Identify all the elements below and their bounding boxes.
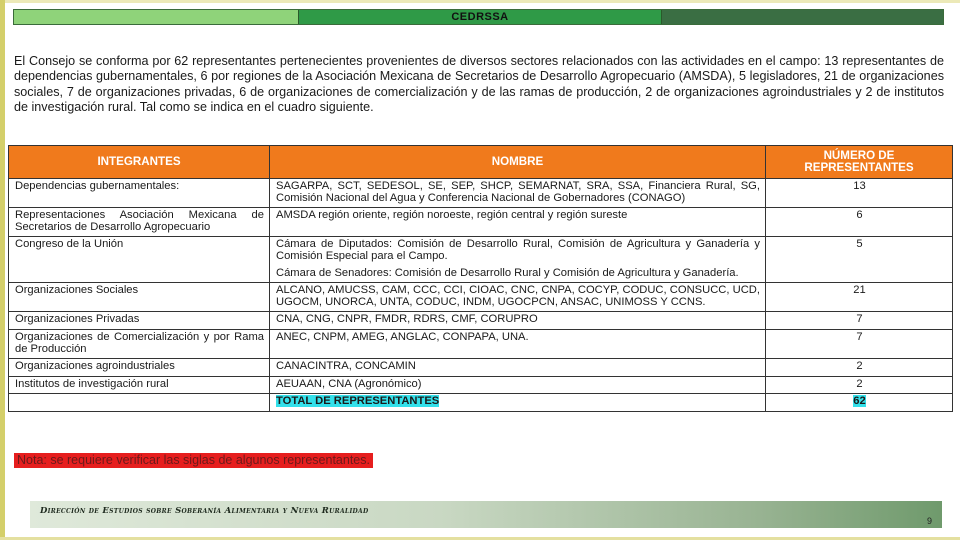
cell-numero: 21: [766, 283, 953, 312]
cell-numero: 2: [766, 359, 953, 377]
cell-nombre: SAGARPA, SCT, SEDESOL, SE, SEP, SHCP, SEMARNAT, SRA, SSA, Financiera Rural, SG, Comisión Nacional del Agua y Conferencia Nacional de Gobernadores (CONAGO): [270, 179, 766, 208]
cell-total-label-wrap: [270, 394, 766, 412]
cell-numero: 5: [766, 237, 953, 283]
cell-integrante: Organizaciones agroindustriales: [9, 359, 270, 377]
cell-empty: [9, 394, 270, 412]
page-number: 9: [926, 516, 932, 526]
table-row: [9, 376, 953, 394]
cell-integrante: Dependencias gubernamentales:: [9, 179, 270, 208]
column-header-numero: NÚMERO DE REPRESENTANTES: [766, 146, 953, 179]
left-frame-line: [0, 0, 5, 540]
header-title: CEDRSSA: [298, 10, 662, 24]
cell-nombre: Cámara de Diputados: Comisión de Desarrollo Rural, Comisión de Agricultura y Ganadería y Comisión Especial para el Campo.: [276, 238, 760, 262]
cell-numero: 2: [766, 376, 953, 394]
header-segment-dark: [662, 10, 943, 24]
column-header-integrantes: INTEGRANTES: [9, 146, 270, 179]
table-row: [9, 179, 953, 208]
cell-nombre: AEUAAN, CNA (Agronómico): [270, 376, 766, 394]
table-row: [9, 312, 953, 330]
cell-integrante: Representaciones Asociación Mexicana de Secretarios de Desarrollo Agropecuario: [9, 208, 270, 237]
cell-total-value-wrap: [766, 394, 953, 412]
cell-nombre-group: [270, 237, 766, 283]
table-row: [9, 359, 953, 377]
table-total-row: [9, 394, 953, 412]
cell-nombre: ANEC, CNPM, AMEG, ANGLAC, CONPAPA, UNA.: [270, 329, 766, 358]
column-header-nombre: NOMBRE: [270, 146, 766, 179]
cell-numero: 7: [766, 312, 953, 330]
verification-note: Nota: se requiere verificar las siglas de algunos representantes.: [14, 453, 373, 468]
cell-integrante: Congreso de la Unión: [9, 237, 270, 283]
cell-integrante: Organizaciones Sociales: [9, 283, 270, 312]
table-row: [9, 237, 953, 283]
table-row: [9, 283, 953, 312]
table-row: [9, 208, 953, 237]
cell-numero: 13: [766, 179, 953, 208]
cell-integrante: Organizaciones Privadas: [9, 312, 270, 330]
top-frame-line: [0, 0, 960, 3]
cell-nombre: CNA, CNG, CNPR, FMDR, RDRS, CMF, CORUPRO: [270, 312, 766, 330]
representatives-table: [8, 145, 953, 412]
cell-nombre: AMSDA región oriente, región noroeste, región central y región sureste: [270, 208, 766, 237]
table-row: [9, 329, 953, 358]
total-value: 62: [853, 395, 866, 408]
cell-integrante: Organizaciones de Comercialización y por Rama de Producción: [9, 329, 270, 358]
header-bar: [13, 9, 944, 25]
footer-title: Dirección de Estudios sobre Soberanía Alimentaria y Nueva Ruralidad: [40, 506, 369, 516]
table-header-row: [9, 146, 953, 179]
total-label: TOTAL DE REPRESENTANTES: [276, 395, 440, 408]
footer-bar: [30, 501, 942, 528]
header-segment-light: [14, 10, 298, 24]
cell-numero: 7: [766, 329, 953, 358]
cell-numero: 6: [766, 208, 953, 237]
cell-nombre: ALCANO, AMUCSS, CAM, CCC, CCI, CIOAC, CNC, CNPA, COCYP, CODUC, CONSUCC, UCD, UGOCM, UNORCA, UNTA, CODUC, INDM, UGOCPCN, ANSAC, UNIMOSS Y CCNS.: [270, 283, 766, 312]
cell-nombre: CANACINTRA, CONCAMIN: [270, 359, 766, 377]
cell-integrante: Institutos de investigación rural: [9, 376, 270, 394]
intro-paragraph: El Consejo se conforma por 62 representantes pertenecientes provenientes de diversos sectores relacionados con las actividades en el campo: 13 representantes de dependencias gubernamentales, 6 por regiones de la Asociación Mexicana de Secretarios de Desarrollo Agropecuario (AMSDA), 5 legisladores, 21 de organizaciones sociales, 7 de organizaciones privadas, 6 de organizaciones de comercialización y de las ramas de producción, 2 de organizaciones agroindustriales y 2 de institutos de investigación rural. Tal como se indica en el cuadro siguiente.: [14, 54, 944, 114]
cell-nombre-secondary: Cámara de Senadores: Comisión de Desarrollo Rural y Comisión de Agricultura y Ganadería.: [276, 266, 739, 279]
